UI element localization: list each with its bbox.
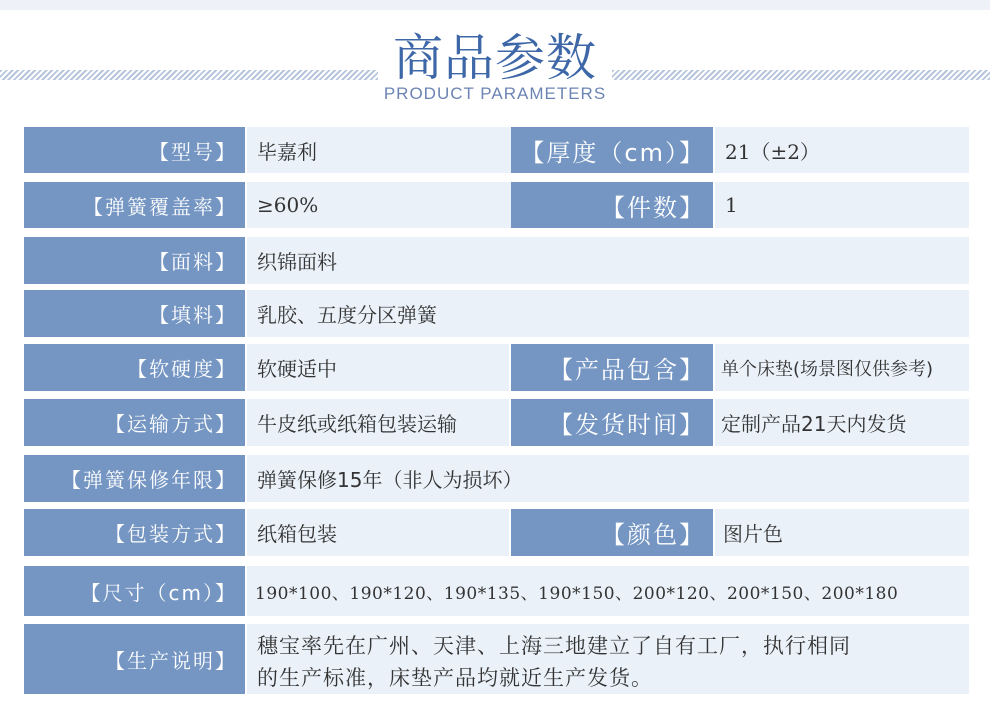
color-label: 【颜色】 [511, 509, 713, 556]
size-label: 【尺寸（cm）】 [24, 566, 245, 616]
fabric-value: 织锦面料 [247, 237, 969, 284]
shipping-value: 牛皮纸或纸箱包装运输 [247, 399, 509, 446]
spring-warranty-label: 【弹簧保修年限】 [24, 455, 245, 502]
packaging-label: 【包装方式】 [24, 509, 245, 556]
spring-warranty-value: 弹簧保修15年（非人为损坏） [247, 455, 969, 502]
ship-time-label: 【发货时间】 [511, 399, 713, 446]
section-subtitle: PRODUCT PARAMETERS [383, 84, 607, 103]
param-row [24, 127, 969, 173]
production-note-value [247, 624, 969, 694]
package-contents-label: 【产品包含】 [511, 344, 713, 391]
param-row [24, 624, 969, 694]
production-note-line: 穗宝率先在广州、天津、上海三地建立了自有工厂，执行相同 [257, 634, 851, 658]
section-title: 商品参数 [393, 29, 597, 87]
packaging-value: 纸箱包装 [247, 509, 509, 556]
param-row [24, 455, 969, 502]
production-note-label: 【生产说明】 [24, 624, 245, 694]
top-stripe [0, 0, 990, 10]
pieces-value: 1 [715, 182, 969, 228]
filling-label: 【填料】 [24, 290, 245, 337]
param-row [24, 290, 969, 337]
fabric-label: 【面料】 [24, 237, 245, 284]
filling-value: 乳胶、五度分区弹簧 [247, 290, 969, 337]
color-value: 图片色 [715, 509, 969, 556]
model-value: 毕嘉利 [247, 127, 523, 173]
spring-coverage-value: ≥60% [247, 182, 523, 228]
header-hatch-left [0, 70, 378, 80]
param-row [24, 399, 969, 446]
model-label: 【型号】 [24, 127, 245, 173]
size-value: 190*100、190*120、190*135、190*150、200*120、200*150、200*180 [247, 566, 969, 616]
param-row [24, 182, 969, 228]
header-hatch-right [612, 70, 990, 80]
section-header [0, 18, 990, 118]
param-row [24, 237, 969, 284]
param-row [24, 509, 969, 556]
thickness-label: 【厚度（cm）】 [511, 127, 713, 173]
shipping-label: 【运输方式】 [24, 399, 245, 446]
param-row [24, 566, 969, 616]
pieces-label: 【件数】 [511, 182, 713, 228]
spring-coverage-label: 【弹簧覆盖率】 [24, 182, 245, 228]
thickness-value: 21（±2） [715, 127, 969, 173]
firmness-value: 软硬适中 [247, 344, 509, 391]
firmness-label: 【软硬度】 [24, 344, 245, 391]
package-contents-value: 单个床垫(场景图仅供参考) [715, 344, 969, 391]
param-row [24, 344, 969, 391]
production-note-line: 的生产标准，床垫产品均就近生产发货。 [257, 666, 653, 690]
ship-time-value: 定制产品21天内发货 [715, 399, 969, 446]
